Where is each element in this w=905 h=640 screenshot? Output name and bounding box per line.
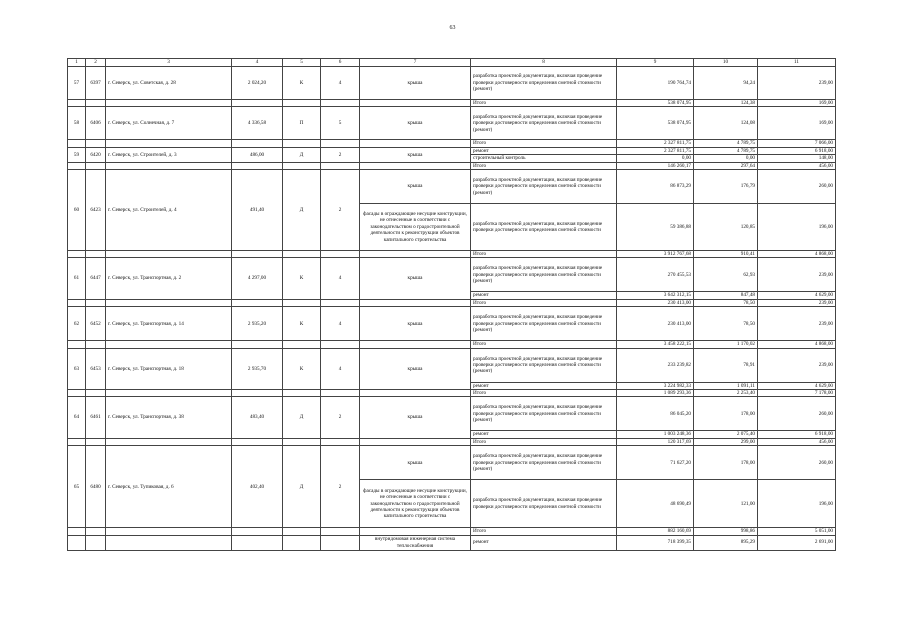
total-row xyxy=(68,140,836,147)
floors: 2 xyxy=(321,397,360,438)
limit-cost: 196,00 xyxy=(758,204,836,251)
work-type: разработка проектной документации, включая проведение проверки достоверности определения сметной стоимости (ремонт) xyxy=(471,170,617,204)
work-type: ремонт xyxy=(471,292,617,299)
total-label: Итого xyxy=(471,438,617,445)
element: крыша xyxy=(360,348,471,389)
limit-cost: 4 629,00 xyxy=(758,292,836,299)
cost: 190 764,74 xyxy=(617,67,694,100)
house-code: 6453 xyxy=(86,348,106,389)
house-area: 486,00 xyxy=(232,147,283,162)
unit-cost: 895,29 xyxy=(694,535,758,550)
cost: 538 074,95 xyxy=(617,107,694,140)
work-type: разработка проектной документации, включая проведение проверки достоверности определения сметной стоимости (ремонт) xyxy=(471,348,617,382)
house-area: 4 336,58 xyxy=(232,107,283,140)
limit-cost: 239,00 xyxy=(758,348,836,382)
wall-material: Д xyxy=(283,147,321,162)
element: крыша xyxy=(360,258,471,299)
address: г. Северск, ул. Советская, д. 28 xyxy=(106,67,232,100)
col-header: 3 xyxy=(106,59,232,67)
element: крыша xyxy=(360,307,471,341)
table-row xyxy=(68,147,836,154)
column-number-row xyxy=(68,59,836,67)
col-header: 11 xyxy=(758,59,836,67)
address: г. Северск, ул. Транспортная, д. 38 xyxy=(106,397,232,438)
row-number: 63 xyxy=(68,348,86,389)
table-row xyxy=(68,107,836,140)
total-limit: 5 051,00 xyxy=(758,528,836,535)
total-label: Итого xyxy=(471,251,617,258)
house-code: 6423 xyxy=(86,170,106,251)
total-cost: 2 327 811,75 xyxy=(617,140,694,147)
table-row xyxy=(68,446,836,480)
work-type: строительный контроль xyxy=(471,155,617,162)
unit-cost: 847,48 xyxy=(694,292,758,299)
total-cost: 120 317,69 xyxy=(617,438,694,445)
total-unit: 1 170,02 xyxy=(694,341,758,348)
house-code: 6480 xyxy=(86,446,106,528)
element: крыша xyxy=(360,147,471,162)
total-limit: 4 868,00 xyxy=(758,341,836,348)
total-cost: 230 413,00 xyxy=(617,299,694,306)
col-header: 7 xyxy=(360,59,471,67)
total-limit: 7 178,00 xyxy=(758,390,836,397)
limit-cost: 4 629,00 xyxy=(758,382,836,389)
wall-material: К xyxy=(283,307,321,341)
limit-cost: 239,00 xyxy=(758,258,836,292)
cost: 3 224 982,33 xyxy=(617,382,694,389)
row-number: 59 xyxy=(68,147,86,162)
cost: 86 873,29 xyxy=(617,170,694,204)
address: г. Северск, ул. Транспортная, д. 14 xyxy=(106,307,232,341)
work-type: разработка проектной документации, включая проведение проверки достоверности определения сметной стоимости xyxy=(471,204,617,251)
unit-cost: 121,00 xyxy=(694,480,758,528)
limit-cost: 148,00 xyxy=(758,155,836,162)
limit-cost: 2 691,00 xyxy=(758,535,836,550)
total-row xyxy=(68,299,836,306)
house-code: 6452 xyxy=(86,307,106,341)
row-number: 60 xyxy=(68,170,86,251)
cost: 2 327 811,75 xyxy=(617,147,694,154)
total-limit: 456,00 xyxy=(758,162,836,169)
limit-cost: 260,00 xyxy=(758,446,836,480)
house-code: 6406 xyxy=(86,107,106,140)
row-number: 61 xyxy=(68,258,86,299)
wall-material: Д xyxy=(283,170,321,251)
wall-material: К xyxy=(283,348,321,389)
work-type: разработка проектной документации, включая проведение проверки достоверности определения сметной стоимости (ремонт) xyxy=(471,307,617,341)
house-area: 491,40 xyxy=(232,170,283,251)
unit-cost: 2 075,40 xyxy=(694,431,758,438)
floors: 5 xyxy=(321,107,360,140)
col-header: 8 xyxy=(471,59,617,67)
total-row xyxy=(68,390,836,397)
address: г. Северск, ул. Солнечная, д. 7 xyxy=(106,107,232,140)
total-row xyxy=(68,528,836,535)
page-number: 63 xyxy=(449,25,456,31)
total-label: Итого xyxy=(471,162,617,169)
element: крыша xyxy=(360,170,471,204)
cost: 1 003 248,36 xyxy=(617,431,694,438)
row-number: 65 xyxy=(68,446,86,528)
total-row xyxy=(68,341,836,348)
table-row xyxy=(68,307,836,341)
wall-material: Д xyxy=(283,446,321,528)
total-limit: 4 868,00 xyxy=(758,251,836,258)
limit-cost: 169,00 xyxy=(758,107,836,140)
total-unit: 2 253,40 xyxy=(694,390,758,397)
total-limit: 456,00 xyxy=(758,438,836,445)
work-type: ремонт xyxy=(471,382,617,389)
table-row xyxy=(68,348,836,382)
cost: 233 239,82 xyxy=(617,348,694,382)
repair-plan-table xyxy=(67,58,836,551)
unit-cost: 176,79 xyxy=(694,170,758,204)
floors: 2 xyxy=(321,147,360,162)
wall-material: К xyxy=(283,67,321,100)
address: г. Северск, ул. Тупиковая, д. 6 xyxy=(106,446,232,528)
address: г. Северск, ул. Транспортная, д. 2 xyxy=(106,258,232,299)
total-cost: 3 458 222,15 xyxy=(617,341,694,348)
limit-cost: 260,00 xyxy=(758,397,836,431)
limit-cost: 239,00 xyxy=(758,67,836,100)
wall-material: К xyxy=(283,258,321,299)
cost: 0,00 xyxy=(617,155,694,162)
element: крыша xyxy=(360,107,471,140)
house-area: 2 024,20 xyxy=(232,67,283,100)
work-type: разработка проектной документации, включая проведение проверки достоверности определения сметной стоимости (ремонт) xyxy=(471,107,617,140)
element: крыша xyxy=(360,397,471,438)
element: фасады в ограждающие несущие конструкции, не отнесенные в соответствии с законодательством о градостроительной деятельности к реконструкции объектов капитального строительства xyxy=(360,480,471,528)
total-row xyxy=(68,162,836,169)
wall-material: Д xyxy=(283,397,321,438)
address: г. Северск, ул. Строителей, д. 4 xyxy=(106,170,232,251)
total-unit: 299,00 xyxy=(694,438,758,445)
floors: 4 xyxy=(321,348,360,389)
col-header: 10 xyxy=(694,59,758,67)
total-unit: 998,86 xyxy=(694,528,758,535)
element: крыша xyxy=(360,446,471,480)
cost: 230 413,00 xyxy=(617,307,694,341)
work-type: разработка проектной документации, включая проведение проверки достоверности определения сметной стоимости (ремонт) xyxy=(471,397,617,431)
row-number: 57 xyxy=(68,67,86,100)
table-row xyxy=(68,170,836,204)
total-cost: 1 089 293,36 xyxy=(617,390,694,397)
cost: 71 627,20 xyxy=(617,446,694,480)
cost: 48 690,49 xyxy=(617,480,694,528)
col-header: 4 xyxy=(232,59,283,67)
row-number: 58 xyxy=(68,107,86,140)
house-area: 402,40 xyxy=(232,446,283,528)
row-number: 62 xyxy=(68,307,86,341)
total-cost: 882 160,69 xyxy=(617,528,694,535)
total-row xyxy=(68,100,836,107)
cost: 270 455,53 xyxy=(617,258,694,292)
unit-cost: 78,91 xyxy=(694,348,758,382)
house-area: 483,40 xyxy=(232,397,283,438)
element: внутридомовая инженерная система теплоснабжения xyxy=(360,535,471,550)
limit-cost: 239,00 xyxy=(758,307,836,341)
work-type: разработка проектной документации, включая проведение проверки достоверности определения сметной стоимости (ремонт) xyxy=(471,446,617,480)
unit-cost: 78,50 xyxy=(694,307,758,341)
address: г. Северск, ул. Строителей, д. 3 xyxy=(106,147,232,162)
total-label: Итого xyxy=(471,299,617,306)
table-row xyxy=(68,535,836,550)
unit-cost: 4 789,75 xyxy=(694,147,758,154)
house-area: 2 935,70 xyxy=(232,348,283,389)
total-row xyxy=(68,438,836,445)
unit-cost: 178,00 xyxy=(694,446,758,480)
house-area: 2 935,20 xyxy=(232,307,283,341)
floors: 2 xyxy=(321,446,360,528)
work-type: разработка проектной документации, включая проведение проверки достоверности определения сметной стоимости (ремонт) xyxy=(471,258,617,292)
unit-cost: 178,00 xyxy=(694,397,758,431)
total-cost: 3 912 767,68 xyxy=(617,251,694,258)
total-label: Итого xyxy=(471,528,617,535)
limit-cost: 6 918,00 xyxy=(758,147,836,154)
total-label: Итого xyxy=(471,341,617,348)
house-code: 6397 xyxy=(86,67,106,100)
total-cost: 146 260,17 xyxy=(617,162,694,169)
col-header: 2 xyxy=(86,59,106,67)
table-row xyxy=(68,67,836,100)
address: г. Северск, ул. Транспортная, д. 18 xyxy=(106,348,232,389)
col-header: 9 xyxy=(617,59,694,67)
house-code: 6420 xyxy=(86,147,106,162)
unit-cost: 120,85 xyxy=(694,204,758,251)
row-number: 64 xyxy=(68,397,86,438)
total-label: Итого xyxy=(471,100,617,107)
limit-cost: 6 918,00 xyxy=(758,431,836,438)
house-area: 4 297,00 xyxy=(232,258,283,299)
table-row xyxy=(68,397,836,431)
total-label: Итого xyxy=(471,390,617,397)
floors: 4 xyxy=(321,307,360,341)
limit-cost: 196,00 xyxy=(758,480,836,528)
total-unit: 78,50 xyxy=(694,299,758,306)
total-limit: 7 066,00 xyxy=(758,140,836,147)
total-unit: 910,41 xyxy=(694,251,758,258)
floors: 2 xyxy=(321,170,360,251)
cost: 59 386,88 xyxy=(617,204,694,251)
total-limit: 169,00 xyxy=(758,100,836,107)
total-label: Итого xyxy=(471,140,617,147)
work-type: разработка проектной документации, включая проведение проверки достоверности определения сметной стоимости xyxy=(471,480,617,528)
col-header: 5 xyxy=(283,59,321,67)
element: крыша xyxy=(360,67,471,100)
total-row xyxy=(68,251,836,258)
col-header: 1 xyxy=(68,59,86,67)
cost: 718 399,35 xyxy=(617,535,694,550)
work-type: разработка проектной документации, включая проведение проверки достоверности определения сметной стоимости (ремонт) xyxy=(471,67,617,100)
house-code: 6461 xyxy=(86,397,106,438)
unit-cost: 0,00 xyxy=(694,155,758,162)
col-header: 6 xyxy=(321,59,360,67)
unit-cost: 124,08 xyxy=(694,107,758,140)
unit-cost: 1 091,11 xyxy=(694,382,758,389)
floors: 4 xyxy=(321,67,360,100)
table-row xyxy=(68,258,836,292)
total-unit: 297,64 xyxy=(694,162,758,169)
house-code: 6447 xyxy=(86,258,106,299)
work-type: ремонт xyxy=(471,535,617,550)
element: фасады в ограждающие несущие конструкции, не отнесенные в соответствии с законодательством о градостроительной деятельности к реконструкции объектов капитального строительства xyxy=(360,204,471,251)
cost: 3 642 312,15 xyxy=(617,292,694,299)
work-type: ремонт xyxy=(471,431,617,438)
limit-cost: 260,00 xyxy=(758,170,836,204)
cost: 86 045,20 xyxy=(617,397,694,431)
unit-cost: 62,93 xyxy=(694,258,758,292)
total-unit: 124,38 xyxy=(694,100,758,107)
unit-cost: 94,24 xyxy=(694,67,758,100)
floors: 4 xyxy=(321,258,360,299)
wall-material: П xyxy=(283,107,321,140)
work-type: ремонт xyxy=(471,147,617,154)
total-limit: 239,00 xyxy=(758,299,836,306)
total-cost: 538 074,95 xyxy=(617,100,694,107)
total-unit: 4 789,75 xyxy=(694,140,758,147)
